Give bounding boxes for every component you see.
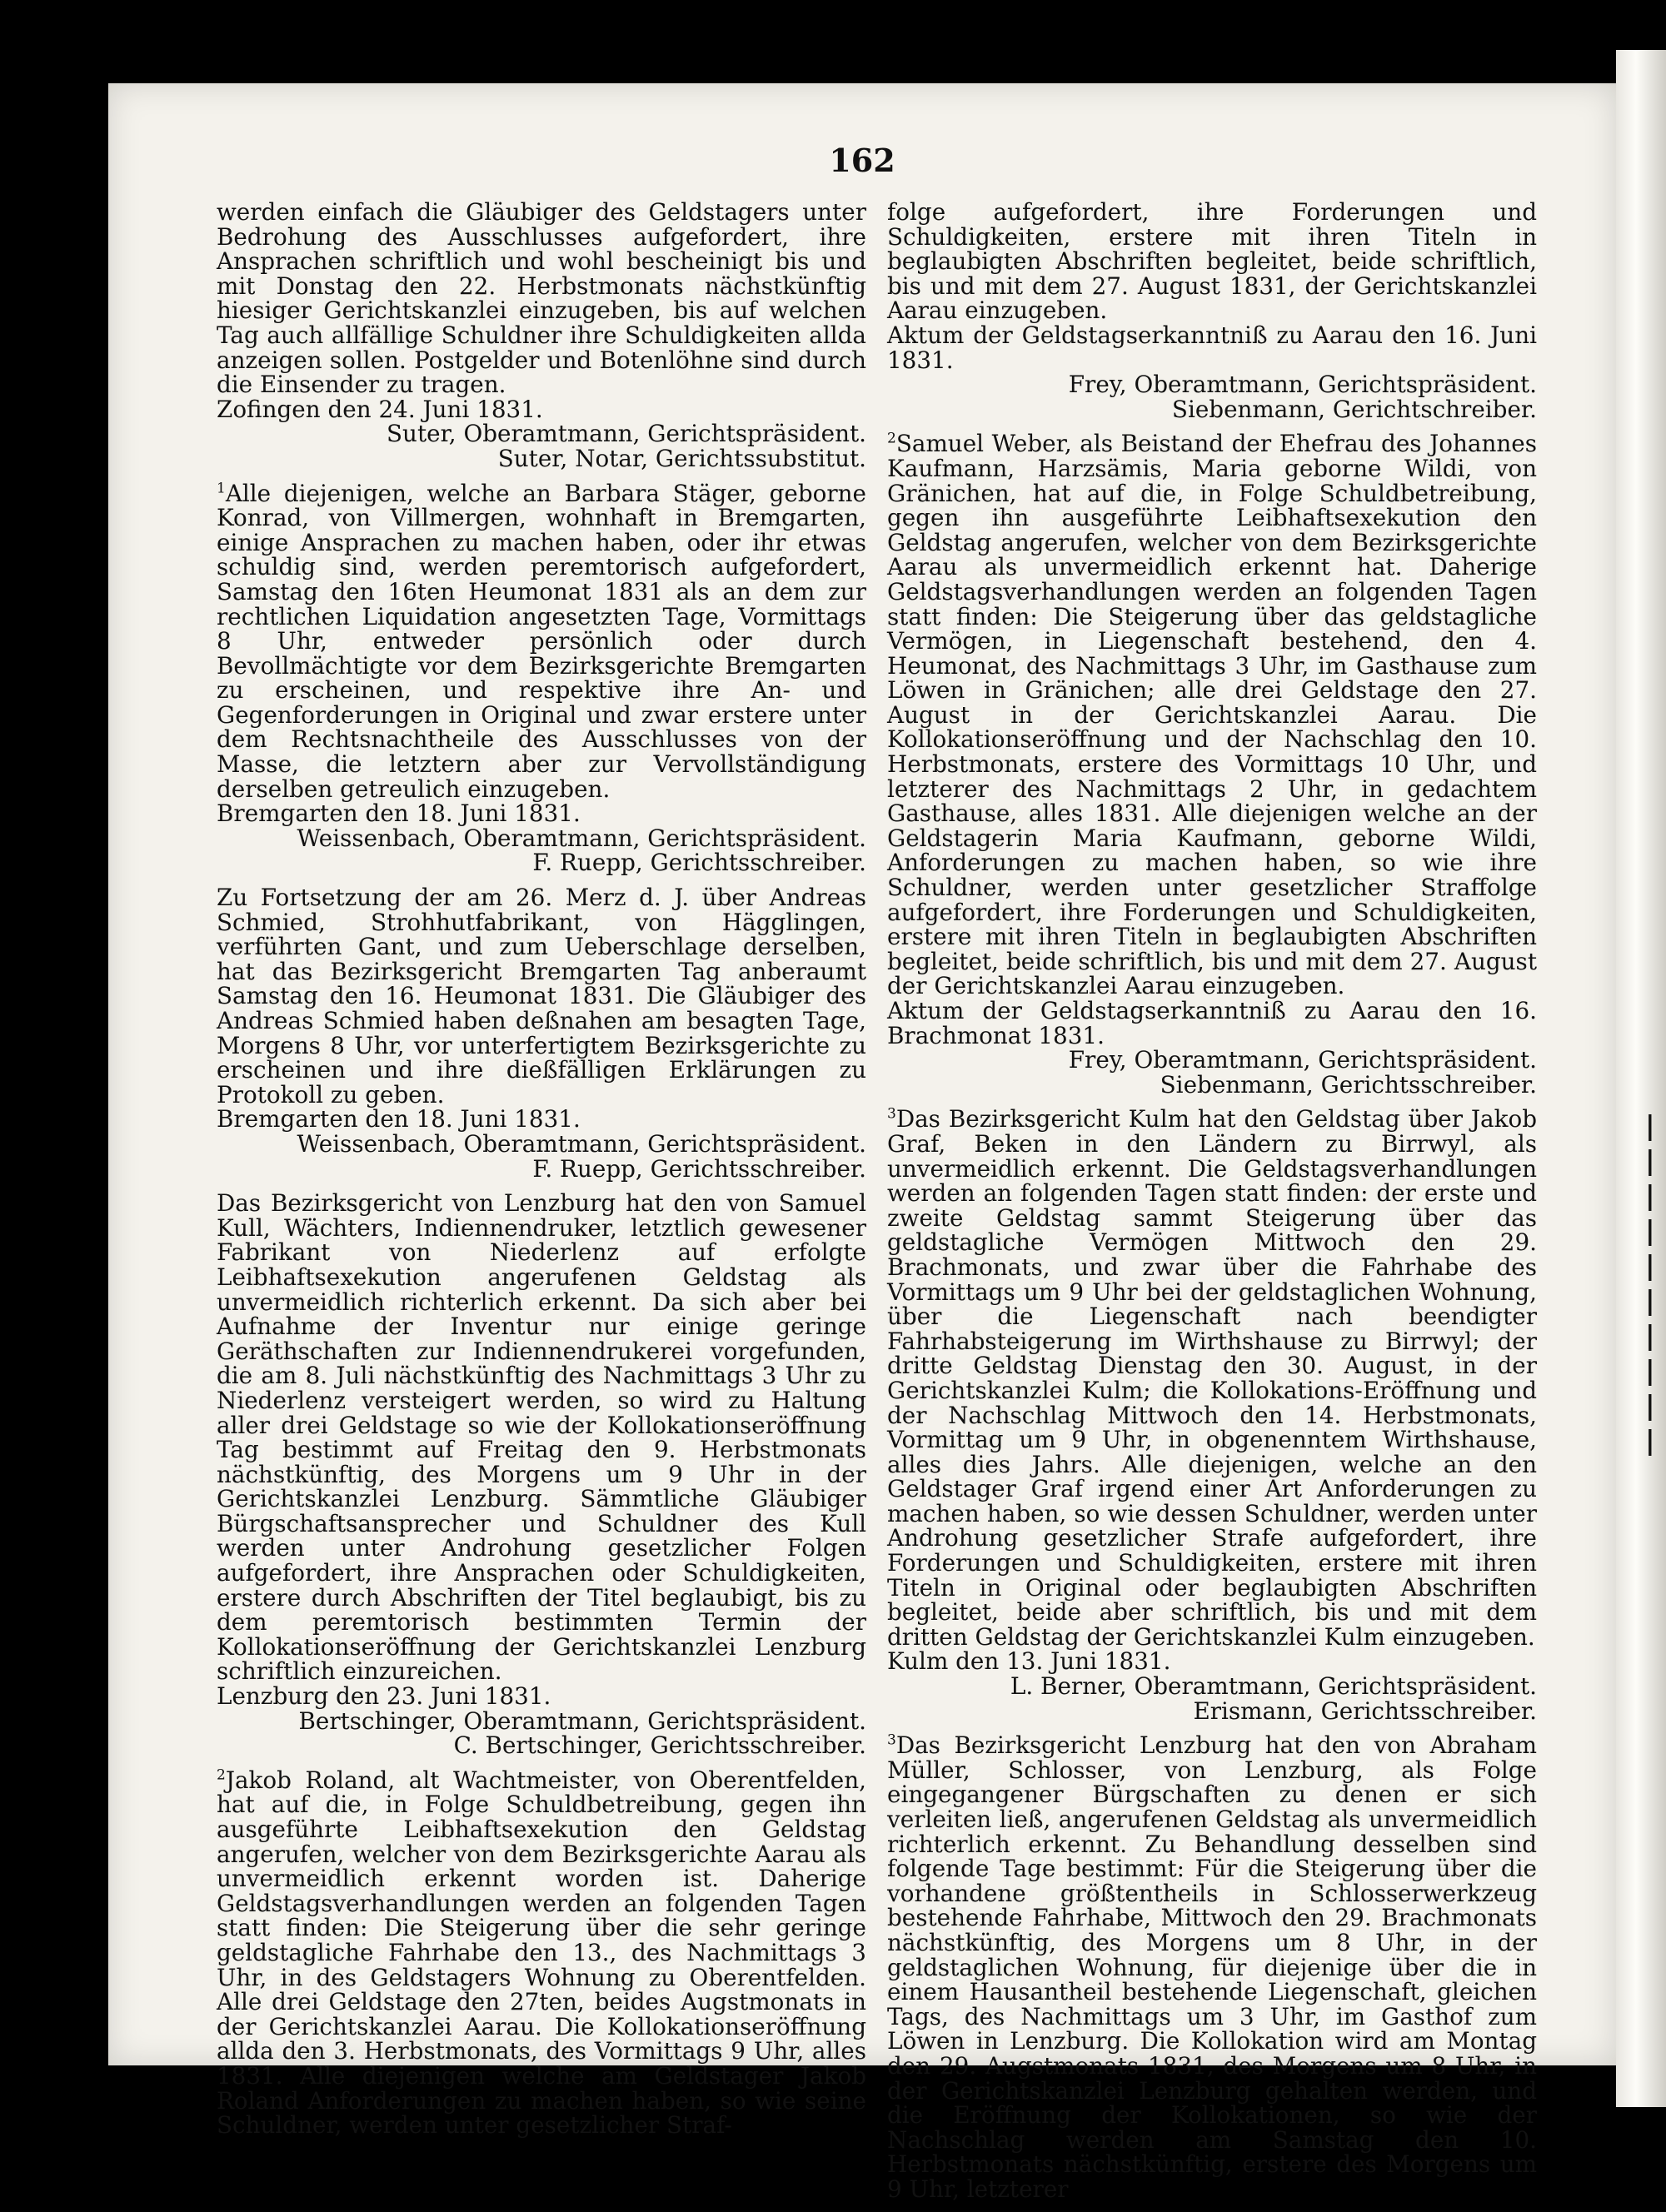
notice-place-date: Bremgarten den 18. Juni 1831. (217, 1105, 581, 1133)
notice-signature: Erismann, Gerichtsschreiber. (1193, 1696, 1537, 1725)
notice-signature: Suter, Notar, Gerichtssubstitut. (497, 444, 866, 472)
left-column (217, 200, 866, 2148)
notice-number: 2 (217, 1766, 226, 1784)
notice-signature: Siebenmann, Gerichtsschreiber. (1160, 1070, 1537, 1099)
notice-signature: C. Bertschinger, Gerichtsschreiber. (453, 1731, 866, 1760)
notice-text: $^1$Alle diejenigen, welche an Barbara Stäger, geborne Konrad, von Villmergen, wohnhaft in Bremgarten, einige Ansprachen zu machen haben, oder ihr etwas schuldig sind, werden peremtorisch aufgefordert, Samstag den 16ten Heumonat 1831 als an dem zur rechtlichen Liquidation angesetzten Tage, Vormittags 8 Uhr, entweder persönlich oder durch Bevollmächtigte vor dem Bezirksgerichte Bremgarten zu erscheinen, und respektive ihre An- und Gegenforderungen in Original und zwar erstere unter dem Rechtsnachtheile des Ausschlusses von der Masse, die letztern aber zur Vervollständigung derselben getreulich einzugeben. (217, 479, 866, 803)
notice (217, 1768, 866, 2138)
notice-place-date: Zofingen den 24. Juni 1831. (217, 395, 543, 423)
notice (887, 1107, 1537, 1723)
notice-signature: F. Ruepp, Gerichtsschreiber. (532, 1154, 866, 1183)
page-number: 162 (829, 142, 895, 179)
notice (217, 481, 866, 876)
adjacent-page-edge (1616, 50, 1666, 2107)
notice-place-date: Kulm den 13. Juni 1831. (887, 1647, 1171, 1676)
notice (217, 1191, 866, 1758)
notice-text: werden einfach die Gläubiger des Geldstagers unter Bedrohung des Ausschlusses aufgefordert, ihre Ansprachen schriftlich und wohl bescheinigt bis und mit Donstag den 22. Herbstmonats nächstkünftig hiesiger Gerichtskanzlei einzugeben, bis auf welchen Tag auch allfällige Schuldner ihre Schuldigkeiten allda anzeigen sollen. Postgelder und Botenlöhne sind durch die Einsender zu tragen. (217, 198, 866, 399)
adjacent-page-marks: | | | | | | | | | | (1645, 1109, 1655, 1456)
notice-signature: Siebenmann, Gerichtschreiber. (1171, 395, 1537, 423)
notice-text: $^3$Das Bezirksgericht Lenzburg hat den von Abraham Müller, Schlosser, von Lenzburg, als Folge eingegangener Bürgschaften zu denen er sich verleiten ließ, angerufenen Geldstag als unvermeidlich richterlich erkennt. Zu Behandlung desselben sind folgende Tage bestimmt: Für die Steigerung über die vorhandene größtentheils in Schlosserwerkzeug bestehende Fahrhabe, Mittwoch den 29. Brachmonats nächstkünftig, des Morgens um 8 Uhr, in der geldstaglichen Wohnung, für diejenige über die in einem Hausantheil bestehende Liegenschaft, gleichen Tags, des Nachmittags um 3 Uhr, im Gasthof zum Löwen in Lenzburg. Die Kollokation wird am Montag den 29. Augstmonats 1831, des Morgens um 8 Uhr, in der Gerichtskanzlei Lenzburg gehalten werden, und die Eröffnung der Kollokationen, so wie der Nachschlag werden am Samstag den 10. Herbstmonats nächstkünftig, erstere des Morgens um 9 Uhr, letzterer (887, 1731, 1537, 2203)
notice (887, 1733, 1537, 2201)
notice-text: folge aufgefordert, ihre Forderungen und Schuldigkeiten, erstere mit ihren Titeln in beglaubigten Abschriften begleitet, beide schriftlich, bis und mit dem 27. August 1831, der Gerichtskanzlei Aarau einzugeben. (887, 198, 1537, 325)
notice-text: $^3$Das Bezirksgericht Kulm hat den Geldstag über Jakob Graf, Beken in den Ländern zu Birrwyl, als unvermeidlich erkennt. Die Geldstagsverhandlungen werden an folgenden Tagen statt finden: der erste und zweite Geldstag sammt Steigerung über das geldstagliche Vermögen Mittwoch den 29. Brachmonats, und zwar über die Fahrhabe des Vormittags um 9 Uhr bei der geldstaglichen Wohnung, über die Liegenschaft nach beendigter Fahrhabsteigerung im Wirthshause zu Birrwyl; der dritte Geldstag Dienstag den 30. August, in der Gerichtskanzlei Kulm; die Kollokations-Eröffnung und der Nachschlag Mittwoch den 14. Herbstmonats, Vormittag um 9 Uhr, in obgenenntem Wirthshause, alles dies Jahrs. Alle diejenigen, welche an den Geldstager Graf irgend einer Art Anforderungen zu machen haben, so wie dessen Schuldner, werden unter Androhung gesetzlicher Strafe aufgefordert, ihre Forderungen und Schuldigkeiten, erstere mit ihren Titeln in Original oder beglaubigten Abschriften begleitet, beide aber schriftlich, bis und mit dem dritten Geldstag der Gerichtskanzlei Kulm einzugeben. (887, 1105, 1537, 1651)
notice (217, 200, 866, 471)
notice-number: 2 (887, 431, 896, 448)
notice-signature: L. Berner, Oberamtmann, Gerichtspräsident. (1010, 1672, 1537, 1701)
notice-place-date: Bremgarten den 18. Juni 1831. (217, 800, 581, 828)
notice-number: 3 (887, 1731, 896, 1749)
notice-text: $^2$Samuel Weber, als Beistand der Ehefrau des Johannes Kaufmann, Harzsämis, Maria geborne Wildi, von Gränichen, hat auf die, in Folge Schuldbetreibung, gegen ihn ausgeführte Leibhaftsexekution den Geldstag angerufen, welcher von dem Bezirksgerichte Aarau als unvermeidlich erkennt hat. Daherige Geldstagsverhandlungen werden an folgenden Tagen statt finden: Die Steigerung über das geldstagliche Vermögen, in Liegenschaft bestehend, den 4. Heumonat, des Nachmittags 3 Uhr, im Gasthause zum Löwen in Gränichen; alle drei Geldstage den 27. August in der Gerichtskanzlei Aarau. Die Kollokationseröffnung und der Nachschlag den 10. Herbstmonats, erstere des Vormittags 10 Uhr, und letzterer des Nachmittags 2 Uhr, in gedachtem Gasthause, alles 1831. Alle diejenigen welche an der Geldstagerin Maria Kaufmann, geborne Wildi, Anforderungen zu machen haben, so wie ihre Schuldner, werden unter gesetzlicher Straffolge aufgefordert, ihre Forderungen und Schuldigkeiten, erstere mit ihren Titeln in beglaubigten Abschriften begleitet, beide schriftlich, bis und mit dem 27. August der Gerichtskanzlei Aarau einzugeben. (887, 430, 1537, 1000)
notice-place-date: Aktum der Geldstagserkanntniß zu Aarau den 16. Brachmonat 1831. (887, 997, 1537, 1049)
notice (887, 200, 1537, 421)
notice-place-date: Aktum der Geldstagserkanntniß zu Aarau den 16. Juni 1831. (887, 321, 1537, 374)
notice-place-date: Lenzburg den 23. Juni 1831. (217, 1682, 551, 1711)
page (108, 83, 1616, 2203)
notice-text: $^2$Jakob Roland, alt Wachtmeister, von Oberentfelden, hat auf die, in Folge Schuldbetreibung, gegen ihn ausgeführte Leibhaftsexekution den Geldstag angerufen, welcher von dem Bezirksgerichte Aarau als unvermeidlich erkennt worden ist. Daherige Geldstagsverhandlungen werden an folgenden Tagen statt finden: Die Steigerung über die sehr geringe geldstagliche Fahrhabe den 13., des Nachmittags 3 Uhr, in des Geldstagers Wohnung zu Oberentfelden. Alle drei Geldstage den 27ten, beides Augstmonats in der Gerichtskanzlei Aarau. Die Kollokationseröffnung allda den 3. Herbstmonats, des Vormittags 9 Uhr, alles 1831. Alle diejenigen welche am Geldstager Jakob Roland Anforderungen zu machen haben, so wie seine Schuldner, werden unter gesetzlicher Straf- (217, 1766, 866, 2140)
notice-text: Das Bezirksgericht von Lenzburg hat den von Samuel Kull, Wächters, Indiennendruker, letztlich gewesener Fabrikant von Niederlenz auf erfolgte Leibhaftsexekution angerufenen Geldstag als unvermeidlich richterlich erkennt. Da sich aber bei Aufnahme der Inventur nur einige geringe Geräthschaften zur Indiennendrukerei vorgefunden, die am 8. Juli nächstkünftig des Nachmittags 3 Uhr zu Niederlenz versteigert werden, so wird zu Haltung aller drei Geldstage so wie der Kollokationseröffnung Tag bestimmt auf Freitag den 9. Herbstmonats nächstkünftig, des Morgens um 9 Uhr in der Gerichtskanzlei Lenzburg. Sämmtliche Gläubiger Bürgschaftsansprecher und Schuldner des Kull werden unter Androhung gesetzlicher Folgen aufgefordert, ihre Ansprachen oder Schuldigkeiten, erstere durch Abschriften der Titel beglaubigt, bis zu dem peremtorisch bestimmten Termin der Kollokationseröffnung der Gerichtskanzlei Lenzburg schriftlich einzureichen. (217, 1189, 866, 1686)
notice-signature: Weissenbach, Oberamtmann, Gerichtspräsident. (297, 824, 866, 852)
right-column (887, 200, 1537, 2212)
notice (217, 885, 866, 1181)
notice-signature: Frey, Oberamtmann, Gerichtspräsident. (1068, 1046, 1537, 1074)
notice-text: Zu Fortsetzung der am 26. Merz d. J. über Andreas Schmied, Strohhutfabrikant, von Hägglingen, verführten Gant, und zum Ueberschlage derselben, hat das Bezirksgericht Bremgarten Tag anberaumt Samstag den 16. Heumonat 1831. Die Gläubiger des Andreas Schmied haben deßnahen am besagten Tage, Morgens 8 Uhr, vor unterfertigtem Bezirksgerichte zu erscheinen und ihre dießfälligen Erklärungen zu Protokoll zu geben. (217, 884, 866, 1108)
notice-number: 1 (217, 480, 226, 497)
notice-signature: Suter, Oberamtmann, Gerichtspräsident. (387, 420, 866, 448)
notice-number: 3 (887, 1106, 896, 1123)
notice-signature: Bertschinger, Oberamtmann, Gerichtspräsident. (298, 1706, 866, 1735)
notice-signature: Frey, Oberamtmann, Gerichtspräsident. (1068, 371, 1537, 399)
notice-signature: F. Ruepp, Gerichtsschreiber. (532, 849, 866, 877)
notice-signature: Weissenbach, Oberamtmann, Gerichtspräsident. (297, 1129, 866, 1158)
notice (887, 431, 1537, 1097)
